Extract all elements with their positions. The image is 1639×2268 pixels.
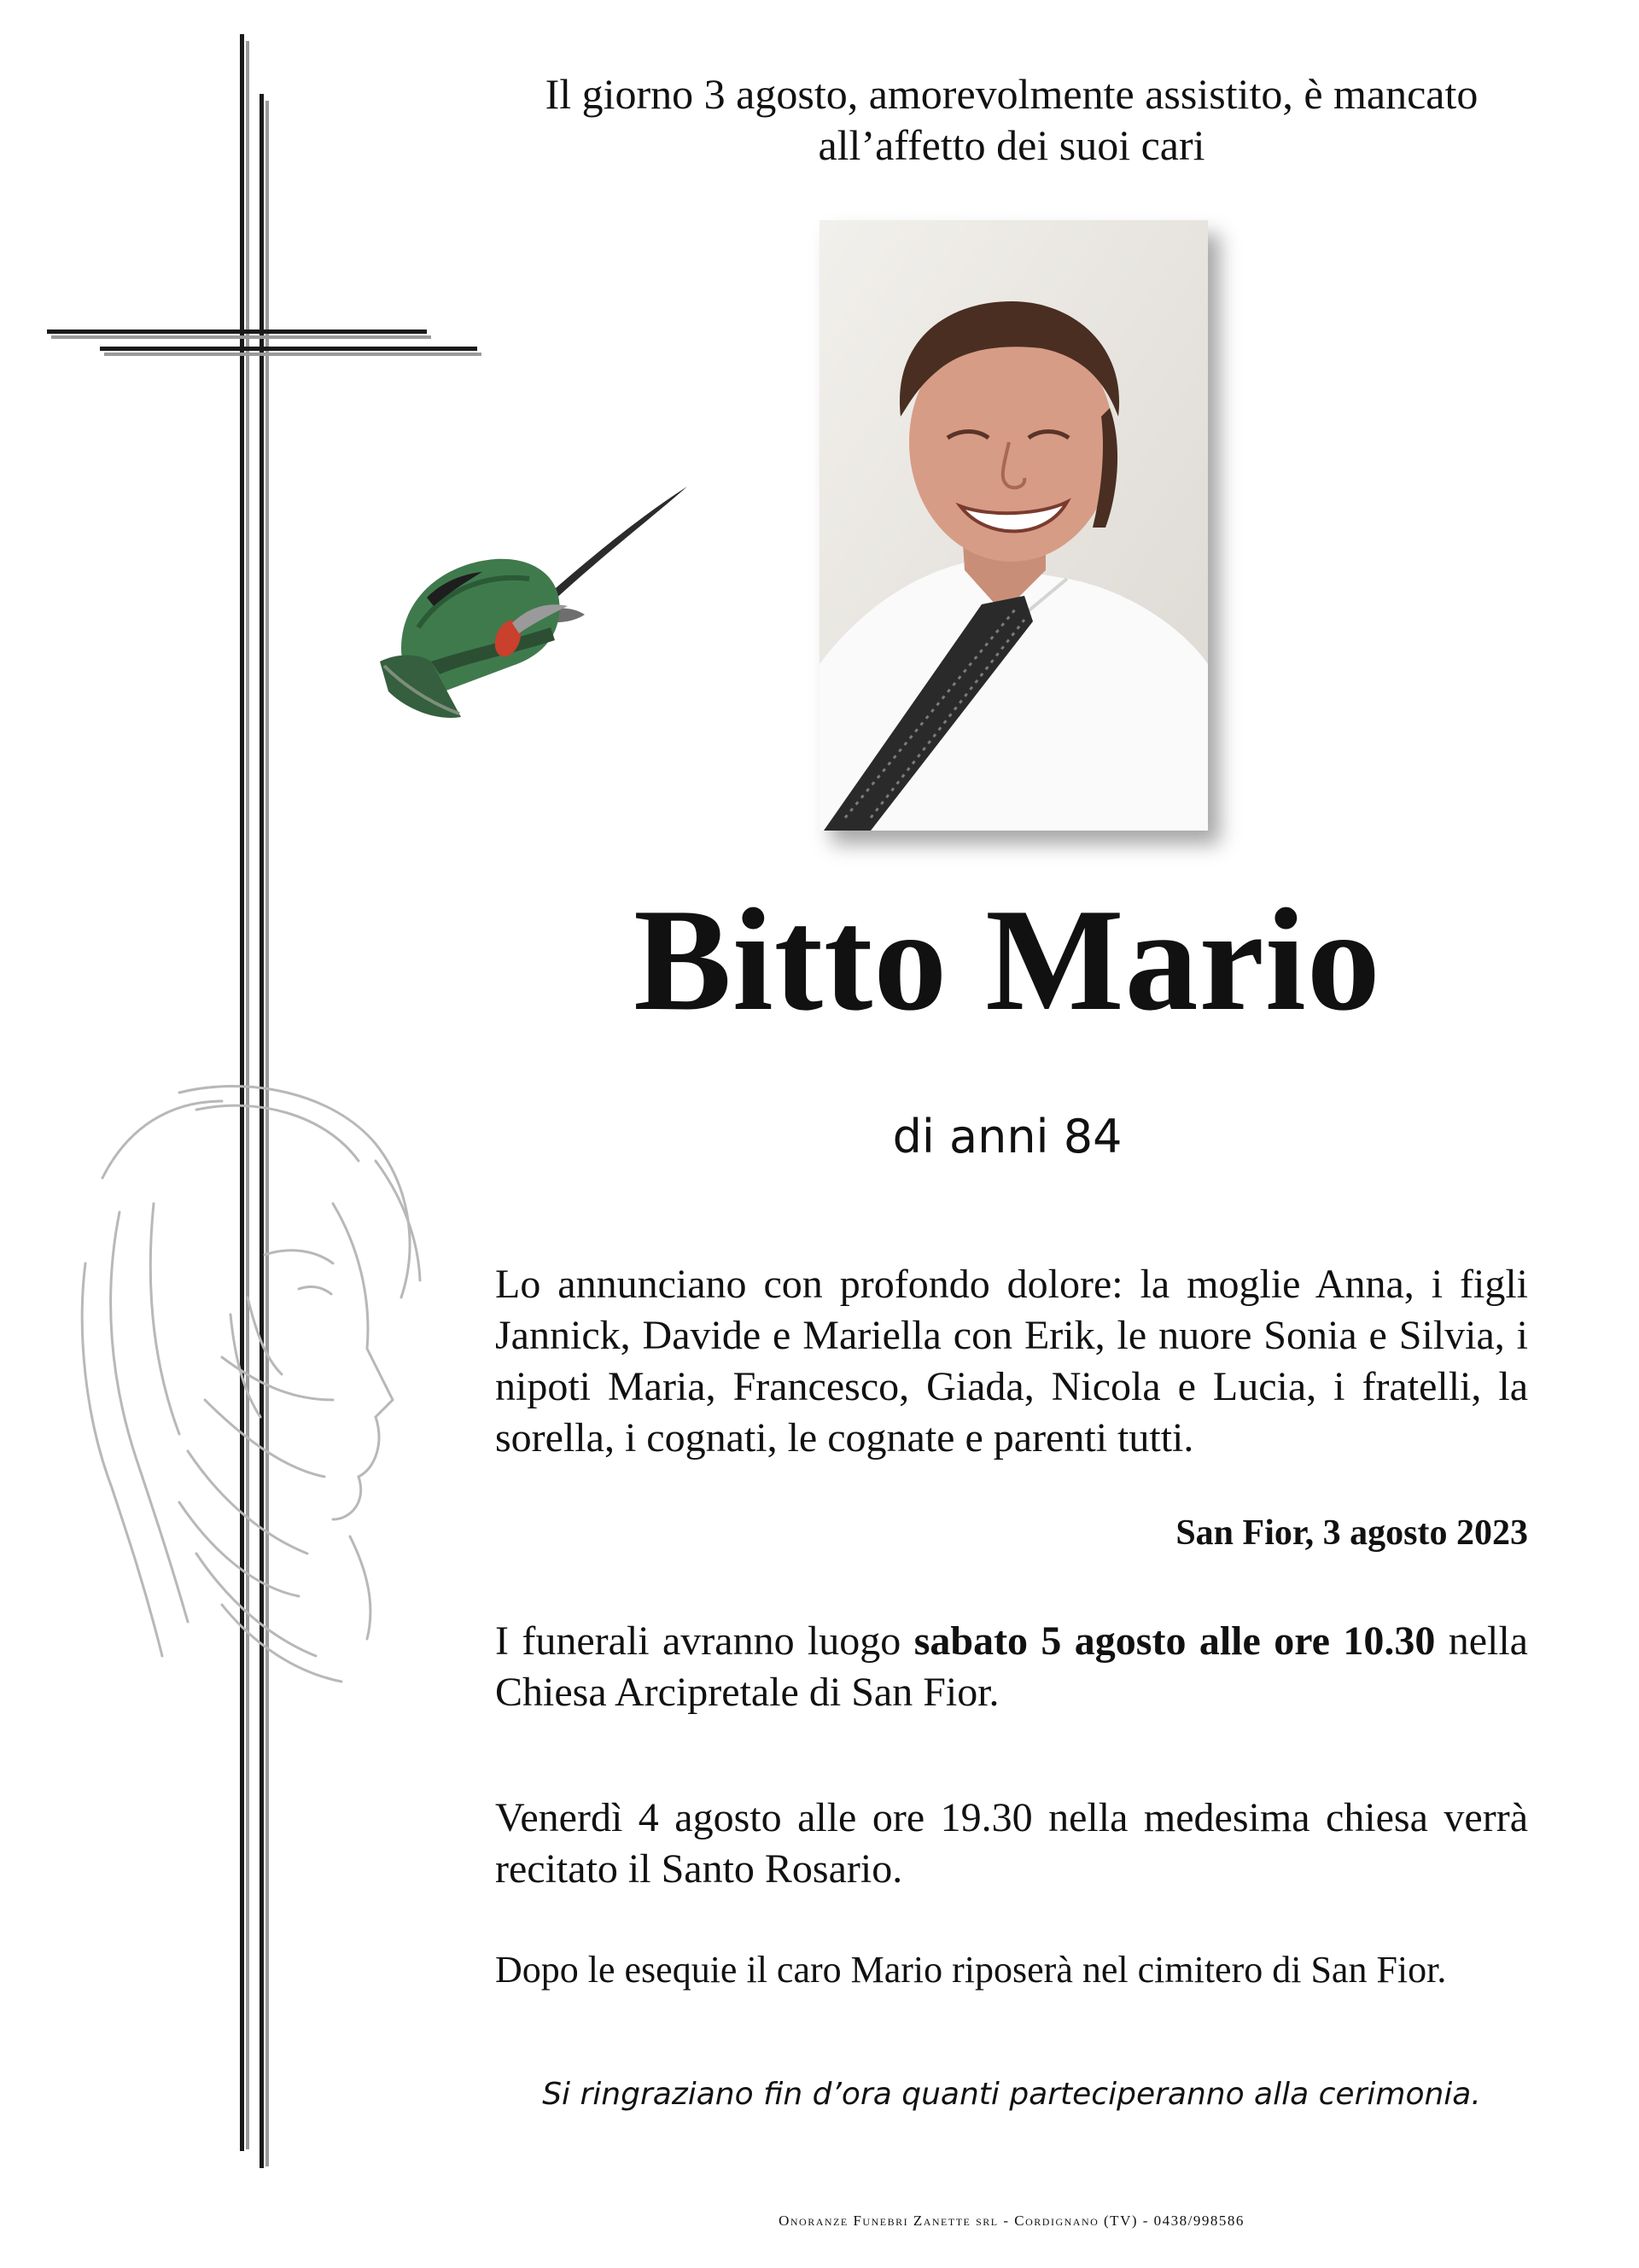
funeral-datetime: sabato 5 agosto alle ore 10.30 [913, 1618, 1436, 1664]
intro-line-1: Il giorno 3 agosto, amorevolmente assistito, è mancato [545, 70, 1479, 118]
funeral-paragraph [495, 1616, 1528, 1718]
deceased-name: Bitto Mario [633, 879, 1381, 1041]
thanks-note: Si ringraziano fin d’ora quanti parteciperanno alla cerimonia. [542, 2077, 1481, 2112]
intro-line-2: all’affetto dei suoi cari [818, 121, 1205, 169]
christ-face-sketch [51, 1076, 444, 1707]
portrait-photo [820, 220, 1208, 831]
funeral-prefix: I funerali avranno luogo [495, 1618, 914, 1664]
alpine-hat-image [367, 478, 709, 734]
rosary-paragraph: Venerdì 4 agosto alle ore 19.30 nella medesima chiesa verrà recitato il Santo Rosario. [495, 1795, 1528, 1892]
burial-paragraph: Dopo le esequie il caro Mario riposerà nel cimitero di San Fior. [495, 1949, 1447, 1991]
deceased-age: di anni 84 [892, 1110, 1123, 1163]
place-date: San Fior, 3 agosto 2023 [1175, 1513, 1528, 1553]
announcement-paragraph: Lo annunciano con profondo dolore: la moglie Anna, i figli Jannick, Davide e Mariella con Erik, le nuore Sonia e Silvia, i nipoti Maria, Francesco, Giada, Nicola e Lucia, i fratelli, la sorella, i cognati, le cognate e parenti tutti. [495, 1262, 1528, 1460]
funeral-suffix: nella Chiesa Arcipretale di San Fior. [495, 1618, 1528, 1715]
intro-text [478, 68, 1545, 171]
funeral-home-footer: Onoranze Funebri Zanette srl - Cordignano (TV) - 0438/998586 [779, 2213, 1245, 2229]
